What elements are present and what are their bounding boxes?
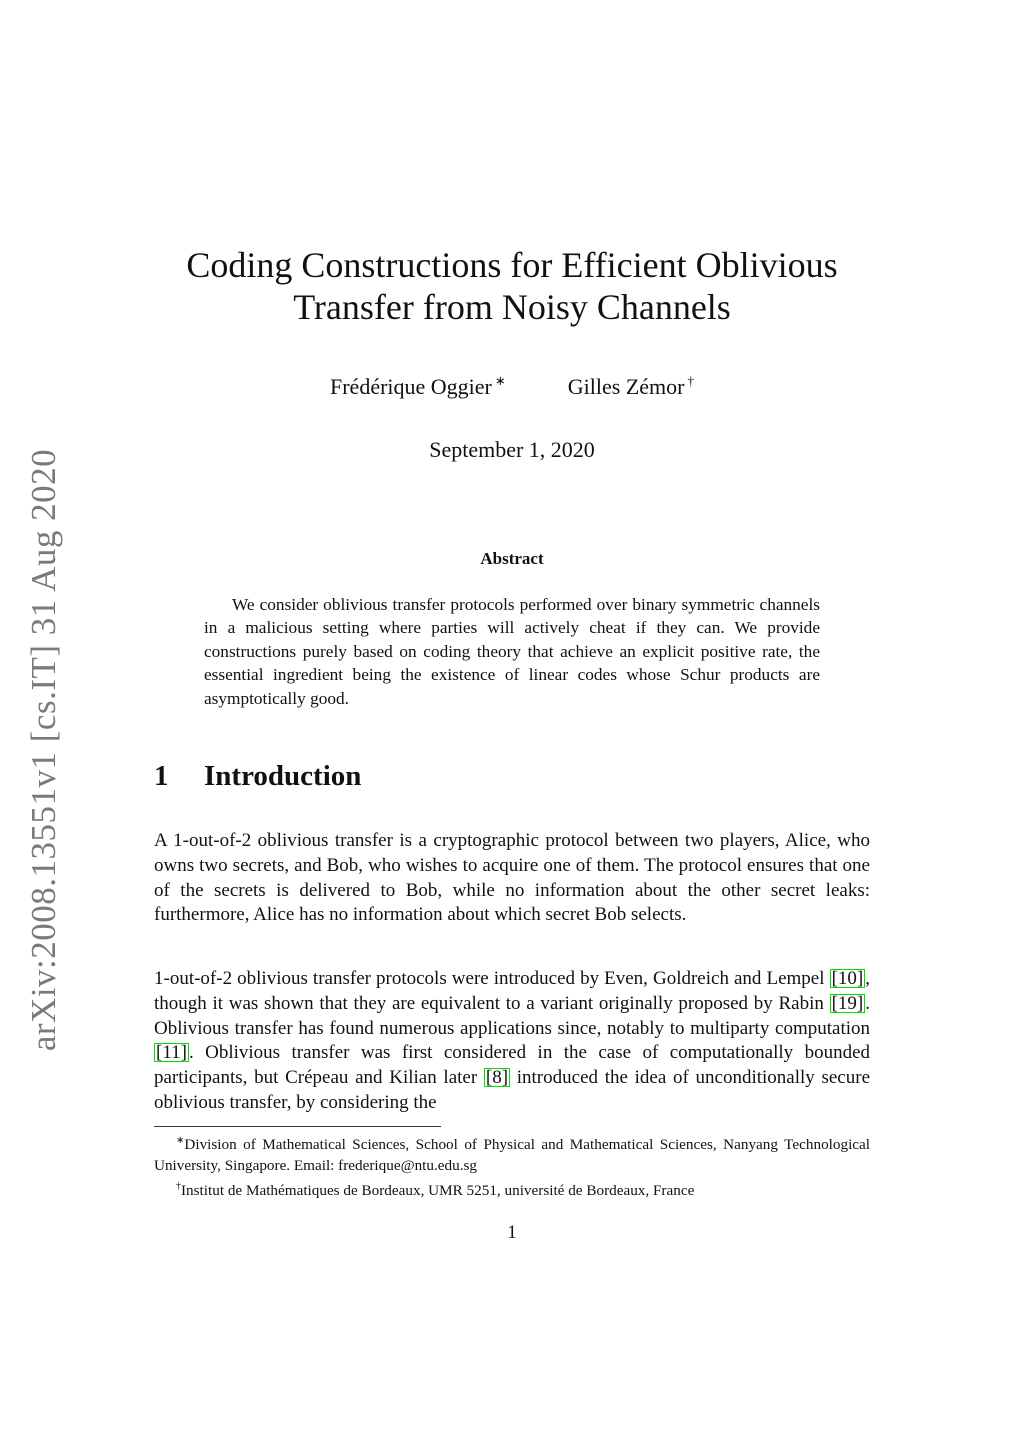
footnote-1 bbox=[154, 1130, 870, 1176]
citation-link-10[interactable]: [10] bbox=[831, 968, 864, 989]
title-line-1: Coding Constructions for Efficient Oblivious bbox=[186, 245, 838, 285]
abstract-heading: Abstract bbox=[480, 549, 544, 568]
citation-link-19[interactable]: [19] bbox=[831, 992, 864, 1014]
footnote-2-mark: † bbox=[176, 1181, 181, 1192]
publication-date: September 1, 2020 bbox=[429, 437, 595, 462]
author-2-name: Gilles Zémor bbox=[567, 374, 685, 399]
author-list bbox=[150, 373, 874, 400]
footnotes bbox=[154, 1130, 870, 1201]
page-number: 1 bbox=[507, 1222, 517, 1243]
author-2-footnote-mark: † bbox=[687, 373, 694, 388]
section-heading-introduction bbox=[154, 760, 361, 793]
author-1-name: Frédérique Oggier bbox=[330, 374, 492, 399]
intro-paragraph-2 bbox=[154, 967, 870, 1116]
paragraph-text: 1-out-of-2 oblivious transfer protocols were introduced by Even, Goldreich and Lempel bbox=[154, 968, 830, 989]
footnote-2 bbox=[154, 1176, 870, 1201]
title-line-2: Transfer from Noisy Channels bbox=[293, 287, 731, 327]
paper-title bbox=[150, 244, 874, 328]
section-title: Introduction bbox=[204, 760, 362, 792]
footnote-separator bbox=[154, 1126, 441, 1127]
arxiv-identifier-stamp: arXiv:2008.13551v1 [cs.IT] 31 Aug 2020 bbox=[24, 448, 63, 1052]
section-number: 1 bbox=[154, 760, 169, 792]
footnote-1-text: Division of Mathematical Sciences, School of Physical and Mathematical Sciences, Nanyang Technological University, Singapore. Email: frederique@ntu.edu.sg bbox=[154, 1136, 870, 1174]
citation-link-8[interactable]: [8] bbox=[485, 1067, 509, 1089]
citation-link-11[interactable]: [11] bbox=[156, 1042, 187, 1064]
paragraph-text: introduced the idea of unconditionally secure oblivious transfer, by considering the bbox=[154, 1067, 871, 1113]
footnote-2-text: Institut de Mathématiques de Bordeaux, UMR 5251, université de Bordeaux, France bbox=[181, 1182, 695, 1199]
author-2 bbox=[568, 373, 694, 400]
footnote-1-mark: ∗ bbox=[176, 1135, 185, 1146]
paragraph-text: , though it was shown that they are equivalent to a variant originally proposed by Rabin bbox=[154, 968, 870, 1014]
author-1-footnote-mark: ∗ bbox=[494, 373, 506, 388]
abstract-body: We consider oblivious transfer protocols performed over binary symmetric channels in a malicious setting where parties will actively cheat if they can. We provide constructions purely based on coding theory that achieve an explicit positive rate, the essential ingredient being the existence of linear codes whose Schur products are asymptotically good. bbox=[204, 595, 820, 708]
intro-paragraph-1: A 1-out-of-2 oblivious transfer is a cryptographic protocol between two players, Alice, who owns two secrets, and Bob, who wishes to acquire one of them. The protocol ensures that one of the secrets is delivered to Bob, while no information about the other secret leaks: furthermore, Alice has no information about which secret Bob selects. bbox=[154, 830, 870, 926]
author-1 bbox=[330, 373, 506, 400]
paragraph-text: . Oblivious transfer was first considered in the case of computationally bounded participants, but Crépeau and Kilian later bbox=[154, 1042, 870, 1089]
paragraph-text: . Oblivious transfer has found numerous applications since, notably to multiparty computation bbox=[154, 992, 870, 1039]
